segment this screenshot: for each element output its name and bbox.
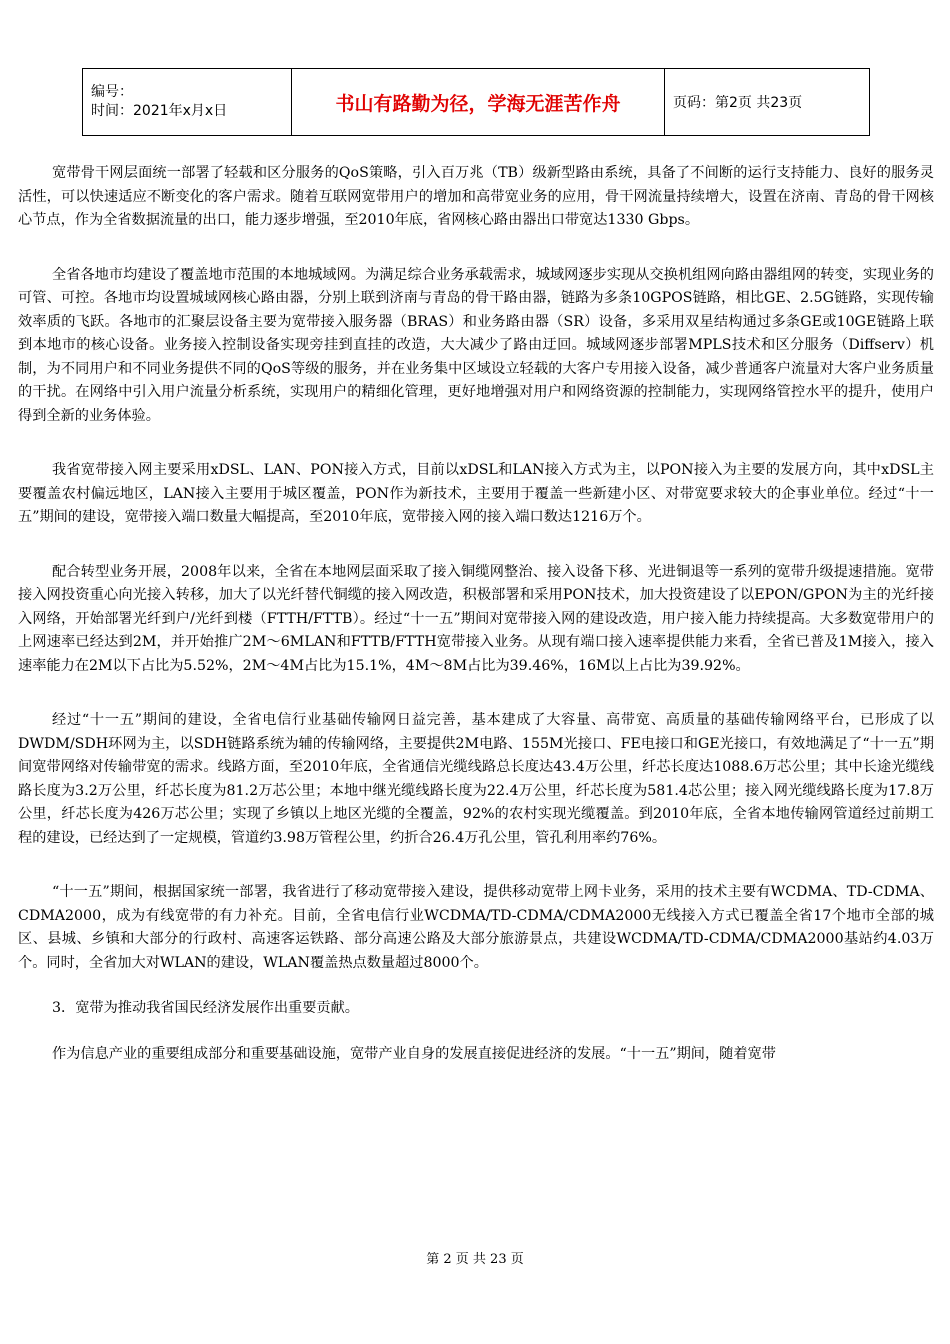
document-body: [18, 162, 934, 1097]
paragraph-access-network: 我省宽带接入网主要采用xDSL、LAN、PON接入方式，目前以xDSL和LAN接入方式为主，以PON接入为主要的发展方向，其中xDSL主要覆盖农村偏远地区，LAN接入主要用于城区覆盖，PON作为新技术，主要用于覆盖一些新建小区、对带宽要求较大的企事业单位。经过“十一五”期间的建设，宽带接入端口数量大幅提高，至2010年底，宽带接入网的接入端口数达1216万个。: [18, 462, 934, 525]
paragraph-upgrade: 配合转型业务开展，2008年以来，全省在本地网层面采取了接入铜缆网整治、接入设备下移、光进铜退等一系列的宽带升级提速措施。宽带接入网投资重心向光接入转移，加大了以光纤替代铜缆的接入网改造，积极部署和采用PON技术，加大投资建设了以EPON/GPON为主的光纤接入网络，开始部署光纤到户/光纤到楼（FTTH/FTTB）。经过“十一五”期间对宽带接入网的建设改造，用户接入能力持续提高。大多数宽带用户的上网速率已经达到2M，并开始推广2M～6MLAN和FTTB/FTTH宽带接入业务。从现有端口接入速率提供能力来看，全省已普及1M接入，接入速率能力在2M以下占比为5.52%，2M～4M占比为15.1%，4M～8M占比为39.46%，16M以上占比为39.92%。: [18, 563, 934, 674]
document-number-label: 编号：: [91, 84, 133, 100]
header-left-cell: [83, 69, 292, 136]
section-heading: 3．宽带为推动我省国民经济发展作出重要贡献。: [52, 1000, 359, 1016]
paragraph-transport-network: 经过“十一五”期间的建设，全省电信行业基础传输网日益完善，基本建成了大容量、高带宽、高质量的基础传输网络平台，已形成了以DWDM/SDH环网为主，以SDH链路系统为辅的传输网络，主要提供2M电路、155M光接口、FE电接口和GE光接口，有效地满足了“十一五”期间宽带网络对传输带宽的需求。线路方面，至2010年底，全省通信光缆线路总长度达43.4万公里，纤芯长度达1088.6万芯公里；其中长途光缆线路长度为3.2万公里，纤芯长度为81.2万芯公里；本地中继光缆线路长度为22.4万公里，纤芯长度为581.4芯公里；接入网光缆线路长度为17.8万公里，纤芯长度为426万芯公里；实现了乡镇以上地区光缆的全覆盖，92%的农村实现光缆覆盖。到2010年底，全省本地传输网管道经过前期工程的建设，已经达到了一定规模，管道约3.98万管程公里，约折合26.4万孔公里，管孔利用率约76%。: [18, 712, 934, 846]
header-page-info: 页码：第2页 共23页: [665, 69, 870, 136]
paragraph-backbone: 宽带骨干网层面统一部署了轻载和区分服务的QoS策略，引入百万兆（TB）级新型路由系统，具备了不间断的运行支持能力、良好的服务灵活性，可以快速适应不断变化的客户需求。随着互联网宽带用户的增加和高带宽业务的应用，骨干网流量持续增大，设置在济南、青岛的骨干网核心节点，作为全省数据流量的出口，能力逐步增强，至2010年底，省网核心路由器出口带宽达1330 Gbps。: [18, 165, 934, 228]
paragraph-mobile-broadband: “十一五”期间，根据国家统一部署，我省进行了移动宽带接入建设，提供移动宽带上网卡业务，采用的技术主要有WCDMA、TD-CDMA、CDMA2000，成为有线宽带的有力补充。目前，全省电信行业WCDMA/TD-CDMA/CDMA2000无线接入方式已覆盖全省17个地市全部的城区、县城、乡镇和大部分的行政村、高速客运铁路、部分高速公路及大部分旅游景点，共建设WCDMA/TD-CDMA/CDMA2000基站约4.03万个。同时，全省加大对WLAN的建设，WLAN覆盖热点数量超过8000个。: [18, 884, 934, 971]
paragraph-metro-network: 全省各地市均建设了覆盖地市范围的本地城域网。为满足综合业务承载需求，城域网逐步实现从交换机组网向路由器组网的转变，实现业务的可管、可控。各地市均设置城域网核心路由器，分别上联到济南与青岛的骨干路由器，链路为多条10GPOS链路，相比GE、2.5G链路，实现传输效率质的飞跃。各地市的汇聚层设备主要为宽带接入服务器（BRAS）和业务路由器（SR）设备，多采用双星结构通过多条GE或10GE链路上联到本地市的核心设备。业务接入控制设备实现旁挂到直挂的改造，大大减少了路由迂回。城域网逐步部署MPLS技术和区分服务（Diffserv）机制，为不同用户和不同业务提供不同的QoS等级的服务，并在业务集中区域设立轻载的大客户专用接入设备，减少普通客户流量对大客户业务质量的干扰。在网络中引入用户流量分析系统，实现用户的精细化管理，更好地增强对用户和网络资源的控制能力，实现网络管控水平的提升，使用户得到全新的业务体验。: [18, 266, 934, 424]
header-table: [82, 68, 870, 136]
page-footer: 第 2 页 共 23 页: [426, 1252, 524, 1267]
paragraph-economy: 作为信息产业的重要组成部分和重要基础设施，宽带产业自身的发展直接促进经济的发展。“十一五”期间，随着宽带: [52, 1045, 776, 1062]
document-date: 时间：2021年x月x日: [91, 103, 228, 119]
header-motto: 书山有路勤为径，学海无涯苦作舟: [292, 69, 665, 136]
